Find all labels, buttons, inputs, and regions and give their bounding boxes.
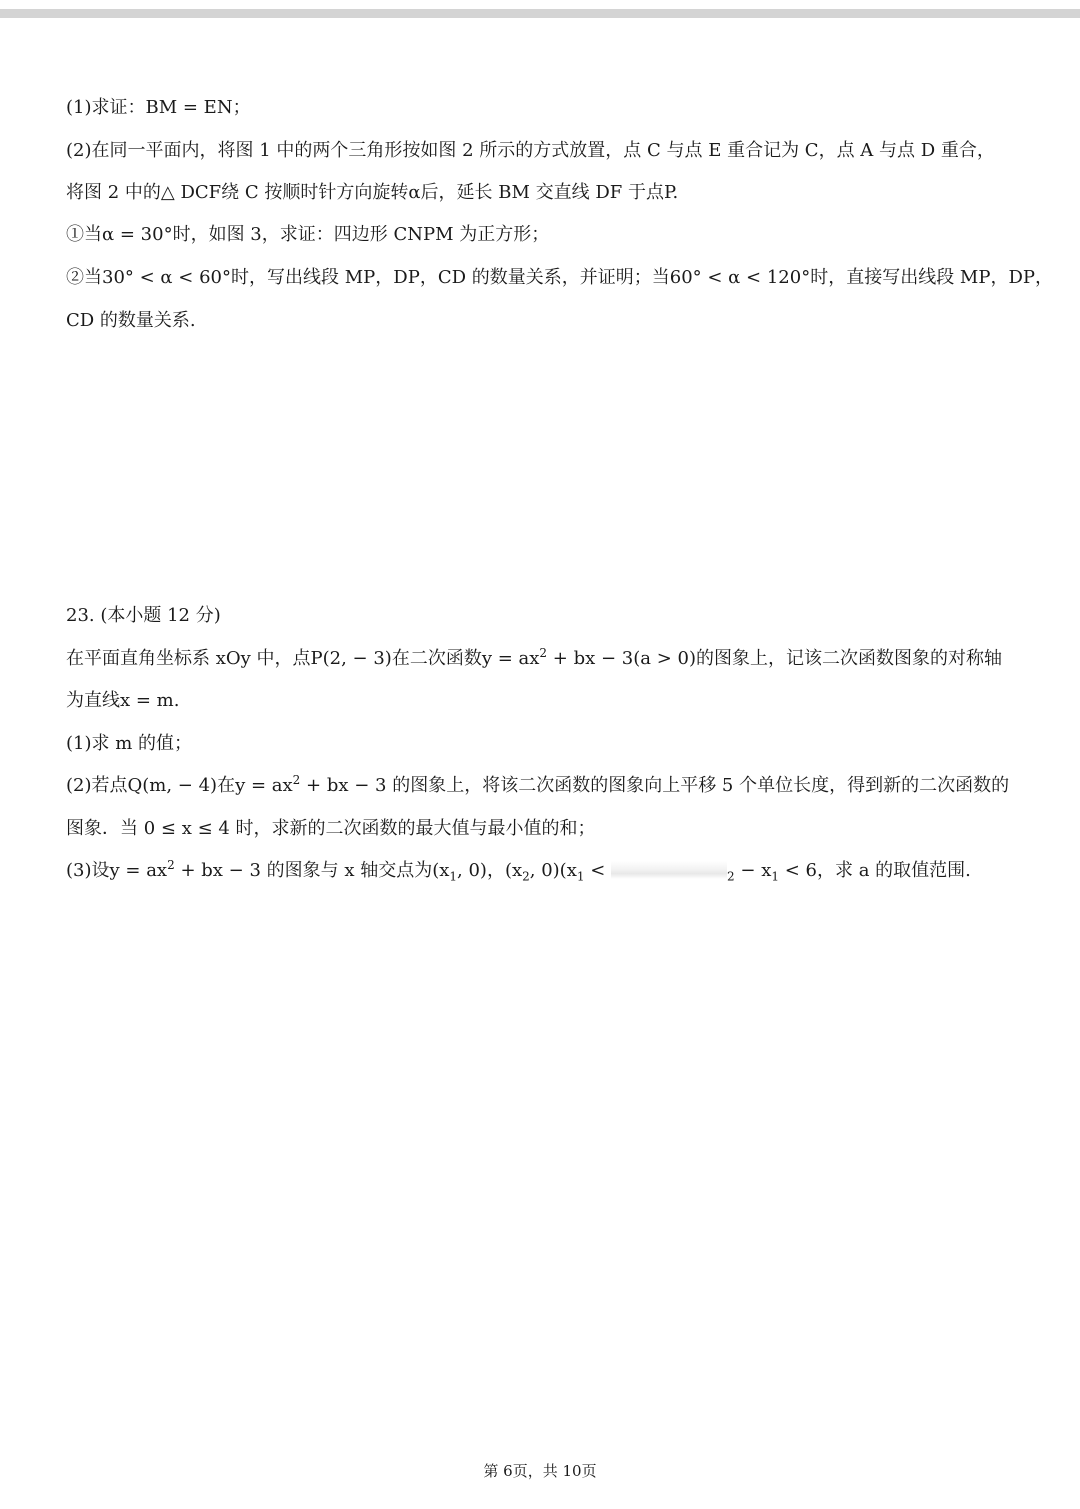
problem-23-stem-line-2: 为直线x = m. — [66, 690, 180, 711]
part3-subscript-3: 1 — [576, 869, 585, 884]
prev-part-2-line-2: 将图 2 中的△ DCF绕 C 按顺时针方向旋转α后，延长 BM 交直线 DF 于点P. — [66, 182, 679, 203]
prev-part-2-line-1: (2)在同一平面内，将图 1 中的两个三角形按如图 2 所示的方式放置，点 C 与点 E 重合记为 C，点 A 与点 D 重合， — [66, 140, 995, 161]
prev-sub-question-2-line-2: CD 的数量关系. — [66, 310, 196, 331]
part2-exponent: 2 — [292, 773, 301, 787]
obscured-region — [611, 861, 727, 879]
problem-23-part-1: (1)求 m 的值； — [66, 733, 193, 754]
part2-text-a: (2)若点Q(m, − 4)在y = ax — [66, 775, 293, 796]
part3-subscript-1: 1 — [449, 869, 458, 884]
stem-text-a: 在平面直角坐标系 xOy 中，点P(2, − 3)在二次函数y = ax — [66, 648, 540, 669]
problem-23-part-3 — [66, 858, 971, 884]
part3-text-e: < — [584, 860, 612, 881]
problem-23-part-2-line-2: 图象．当 0 ≤ x ≤ 4 时，求新的二次函数的最大值与最小值的和； — [66, 818, 596, 839]
part3-text-f: − x — [734, 860, 772, 881]
prev-sub-question-2-line-1: ②当30° < α < 60°时，写出线段 MP，DP，CD 的数量关系，并证明；当60° < α < 120°时，直接写出线段 MP，DP， — [66, 267, 1054, 288]
prev-sub-question-1: ①当α = 30°时，如图 3，求证：四边形 CNPM 为正方形； — [66, 224, 550, 245]
part3-text-a: (3)设y = ax — [66, 860, 168, 881]
part3-subscript-2: 2 — [522, 869, 530, 884]
page-footer: 第 6页，共 10页 — [483, 1462, 597, 1480]
problem-23-stem-line-1 — [66, 646, 1002, 672]
part3-text-d: , 0)(x — [529, 860, 577, 881]
stem-exponent: 2 — [539, 646, 548, 660]
problem-23-header: 23. (本小题 12 分) — [66, 605, 221, 626]
prev-part-1: (1)求证：BM = EN； — [66, 97, 251, 118]
part3-text-g: < 6，求 a 的取值范围. — [779, 860, 971, 881]
top-border — [0, 9, 1080, 18]
part3-text-c: , 0)，(x — [457, 860, 523, 881]
part3-text-b: + bx − 3 的图象与 x 轴交点为(x — [174, 860, 450, 881]
problem-23-part-2-line-1 — [66, 773, 1009, 799]
part3-subscript-5: 1 — [771, 869, 779, 884]
part3-subscript-4: 2 — [727, 869, 735, 884]
stem-text-b: + bx − 3(a > 0)的图象上，记该二次函数图象的对称轴 — [547, 648, 1002, 669]
part2-text-b: + bx − 3 的图象上，将该二次函数的图象向上平移 5 个单位长度，得到新的二次函数的 — [300, 775, 1010, 796]
part3-exponent: 2 — [167, 858, 175, 872]
